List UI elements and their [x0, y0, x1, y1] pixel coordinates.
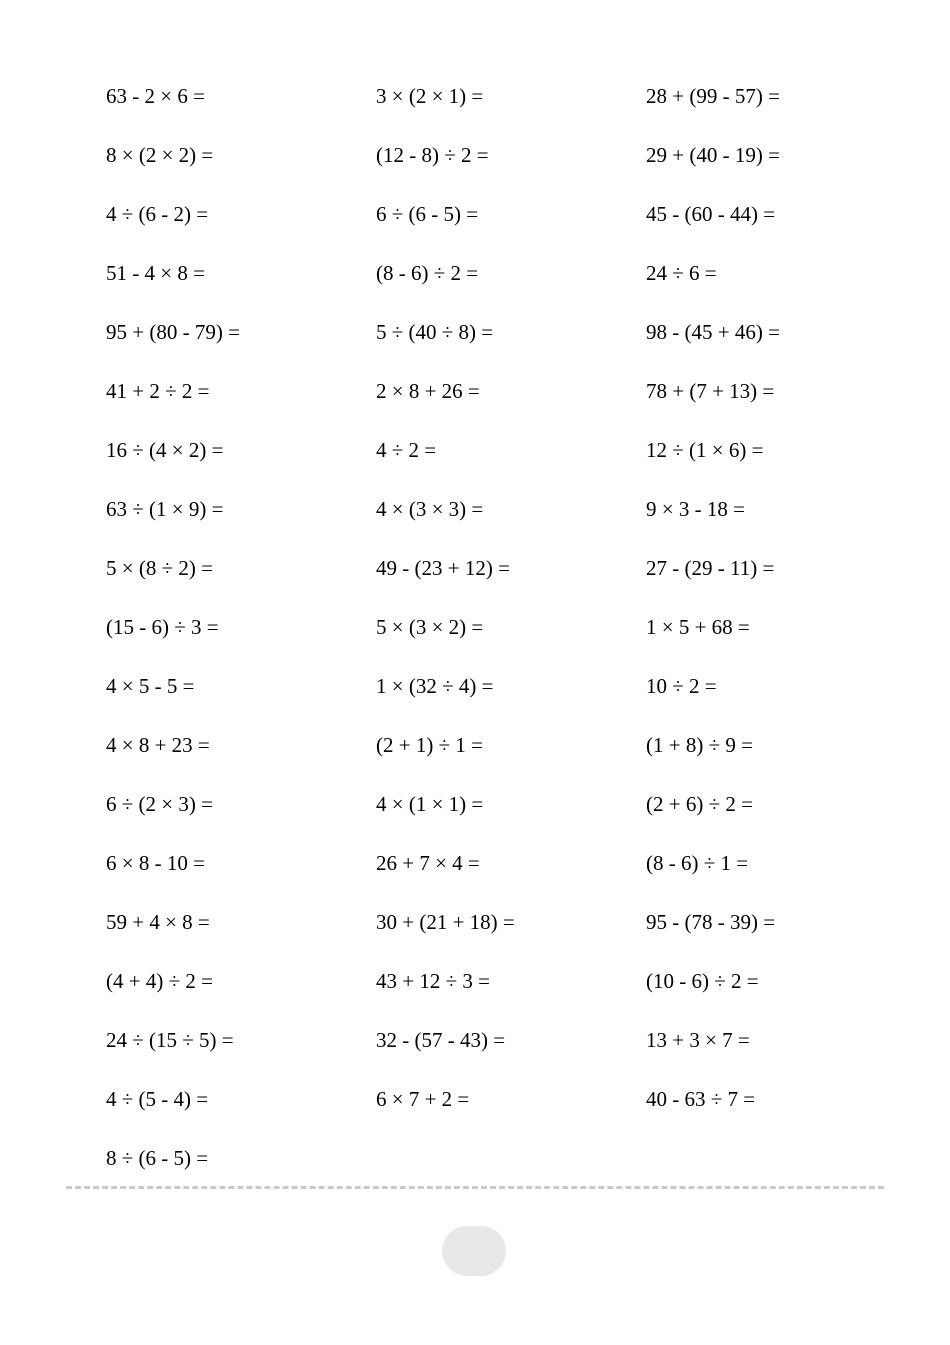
math-problem: 1 × (32 ÷ 4) = — [376, 674, 494, 698]
math-problem: 43 + 12 ÷ 3 = — [376, 969, 490, 993]
math-problem: 6 × 8 - 10 = — [106, 851, 205, 875]
math-problem: 12 ÷ (1 × 6) = — [646, 438, 764, 462]
math-problem: 1 × 5 + 68 = — [646, 615, 750, 639]
math-problem: (2 + 1) ÷ 1 = — [376, 733, 483, 757]
math-problem: (1 + 8) ÷ 9 = — [646, 733, 753, 757]
problem-column-1 — [106, 67, 366, 1188]
math-problem: (2 + 6) ÷ 2 = — [646, 792, 753, 816]
math-problem: (8 - 6) ÷ 2 = — [376, 261, 479, 285]
math-problem: 27 - (29 - 11) = — [646, 556, 775, 580]
math-problem: 45 - (60 - 44) = — [646, 202, 776, 226]
math-problem: 49 - (23 + 12) = — [376, 556, 510, 580]
math-problem: (4 + 4) ÷ 2 = — [106, 969, 213, 993]
math-problem: 8 × (2 × 2) = — [106, 143, 214, 167]
math-problem: 59 + 4 × 8 = — [106, 910, 210, 934]
math-problem: 5 ÷ (40 ÷ 8) = — [376, 320, 494, 344]
math-problem: 4 × 8 + 23 = — [106, 733, 210, 757]
math-problem: 5 × (3 × 2) = — [376, 615, 484, 639]
math-problem: 24 ÷ 6 = — [646, 261, 717, 285]
math-problem: 24 ÷ (15 ÷ 5) = — [106, 1028, 234, 1052]
dashed-divider — [66, 1186, 884, 1189]
math-problem: (12 - 8) ÷ 2 = — [376, 143, 489, 167]
math-problem: 6 ÷ (2 × 3) = — [106, 792, 213, 816]
math-problem: 26 + 7 × 4 = — [376, 851, 480, 875]
math-problem: (8 - 6) ÷ 1 = — [646, 851, 749, 875]
math-problem: 28 + (99 - 57) = — [646, 84, 780, 108]
math-problem: 13 + 3 × 7 = — [646, 1028, 750, 1052]
math-problem: 4 ÷ 2 = — [376, 438, 437, 462]
math-problem: 4 × (3 × 3) = — [376, 497, 484, 521]
math-problem: (10 - 6) ÷ 2 = — [646, 969, 759, 993]
math-problem: 78 + (7 + 13) = — [646, 379, 775, 403]
math-problem: 95 + (80 - 79) = — [106, 320, 240, 344]
math-problem: 51 - 4 × 8 = — [106, 261, 205, 285]
math-problem: 10 ÷ 2 = — [646, 674, 717, 698]
math-problem: 9 × 3 - 18 = — [646, 497, 745, 521]
problem-column-2 — [376, 67, 636, 1129]
math-problem: 5 × (8 ÷ 2) = — [106, 556, 213, 580]
math-problem: (15 - 6) ÷ 3 = — [106, 615, 219, 639]
math-problem: 4 × 5 - 5 = — [106, 674, 195, 698]
page-number-badge — [442, 1226, 506, 1276]
math-problem: 6 × 7 + 2 = — [376, 1087, 470, 1111]
math-problem: 63 ÷ (1 × 9) = — [106, 497, 224, 521]
math-problem: 32 - (57 - 43) = — [376, 1028, 506, 1052]
problem-column-3 — [646, 67, 906, 1129]
math-problem: 6 ÷ (6 - 5) = — [376, 202, 479, 226]
math-problem: 4 ÷ (5 - 4) = — [106, 1087, 209, 1111]
math-problem: 4 ÷ (6 - 2) = — [106, 202, 209, 226]
math-problem: 30 + (21 + 18) = — [376, 910, 515, 934]
math-problem: 2 × 8 + 26 = — [376, 379, 480, 403]
math-problem: 63 - 2 × 6 = — [106, 84, 205, 108]
math-problem: 4 × (1 × 1) = — [376, 792, 484, 816]
math-problem: 98 - (45 + 46) = — [646, 320, 780, 344]
math-problem: 40 - 63 ÷ 7 = — [646, 1087, 756, 1111]
math-problem: 41 + 2 ÷ 2 = — [106, 379, 210, 403]
math-problem: 3 × (2 × 1) = — [376, 84, 484, 108]
math-problem: 16 ÷ (4 × 2) = — [106, 438, 224, 462]
math-problem: 29 + (40 - 19) = — [646, 143, 780, 167]
math-problem: 95 - (78 - 39) = — [646, 910, 776, 934]
math-problem: 8 ÷ (6 - 5) = — [106, 1146, 209, 1170]
